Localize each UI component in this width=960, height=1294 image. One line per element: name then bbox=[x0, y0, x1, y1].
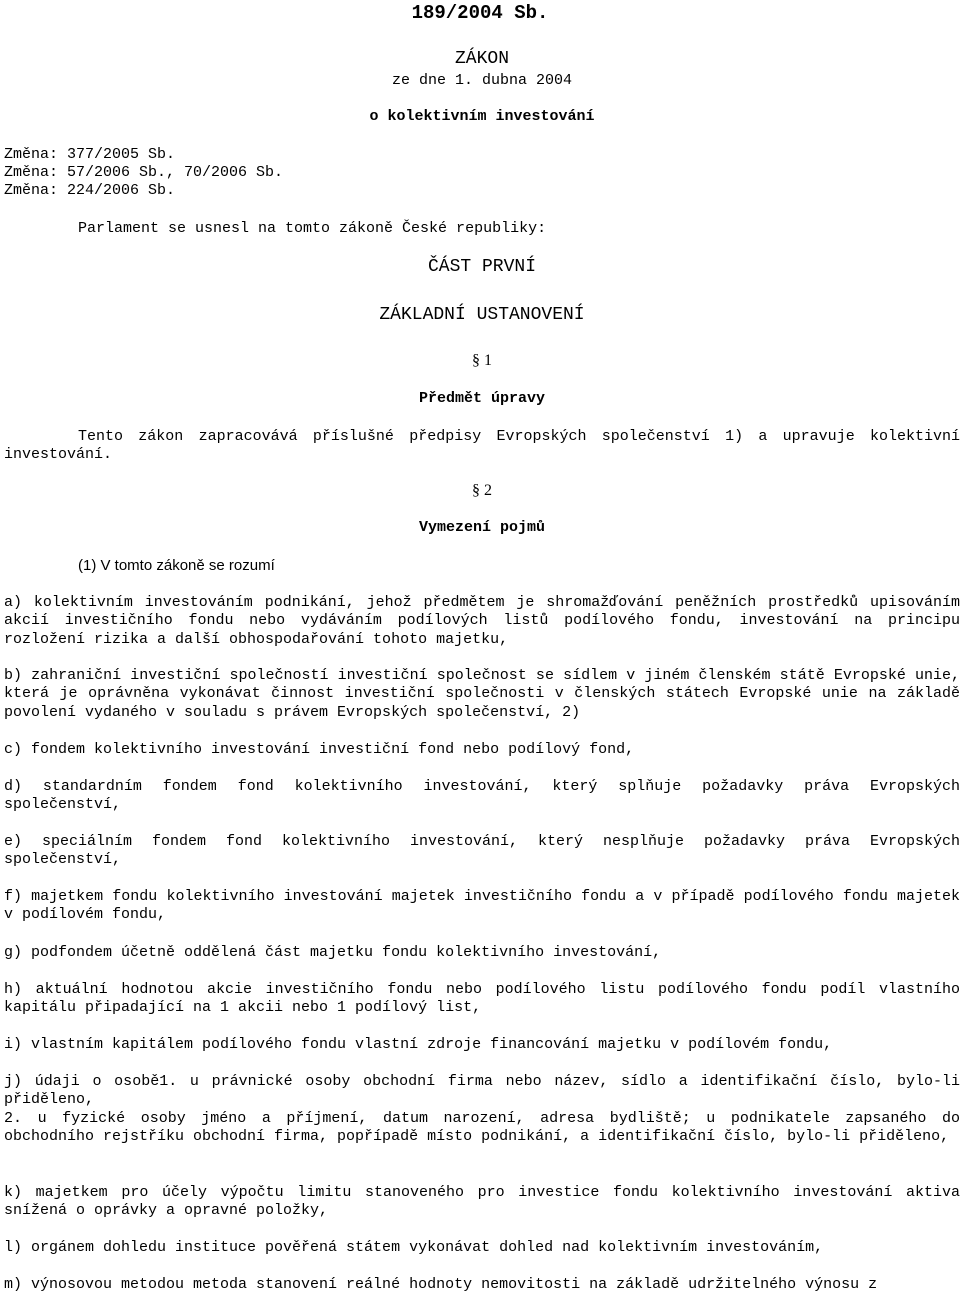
definition-item: f) majetkem fondu kolektivního investování majetek investičního fondu a v případě podílového fondu majetek v podílovém fondu, bbox=[4, 888, 960, 924]
law-type: ZÁKON bbox=[454, 49, 509, 69]
part-subtitle: ZÁKLADNÍ USTANOVENÍ bbox=[379, 305, 585, 325]
definition-item: b) zahraniční investiční společností investiční společnost se sídlem v jiném členském státě Evropské unie, která je oprávněna vykonávat činnost investiční společnosti v členských státech Evropské unie na základě povolení vydaného v souladu s právem Evropských společenství, 2) bbox=[4, 667, 960, 721]
preamble: Parlament se usnesl na tomto zákoně České republiky: bbox=[78, 220, 547, 237]
section-intro: (1) V tomto zákoně se rozumí bbox=[78, 557, 275, 574]
law-number: 189/2004 Sb. bbox=[411, 2, 549, 24]
definition-item: a) kolektivním investováním podnikání, jehož předmětem je shromažďování peněžních prostředků upisováním akcií investičního fondu nebo vydáváním podílových listů podílového fondu, investování na principu rozložení rizika a další obhospodařování tohoto majetku, bbox=[4, 594, 960, 648]
law-date: ze dne 1. dubna 2004 bbox=[391, 72, 573, 89]
amendment-line: Změna: 224/2006 Sb. bbox=[4, 182, 176, 199]
definition-item: d) standardním fondem fond kolektivního investování, který splňuje požadavky práva Evropských společenství, bbox=[4, 778, 960, 814]
section-title: Vymezení pojmů bbox=[418, 519, 546, 536]
section-title: Předmět úpravy bbox=[418, 390, 546, 407]
definition-item: h) aktuální hodnotou akcie investičního fondu nebo podílového listu podílového fondu podíl vlastního kapitálu připadající na 1 akcii nebo 1 podílový list, bbox=[4, 981, 960, 1017]
section-text: Tento zákon zapracovává příslušné předpisy Evropských společenství 1) a upravuje kolektivní investování. bbox=[4, 428, 960, 464]
amendment-line: Změna: 377/2005 Sb. bbox=[4, 146, 176, 163]
part-title: ČÁST PRVNÍ bbox=[427, 257, 537, 277]
definition-item: g) podfondem účetně oddělená část majetku fondu kolektivního investování, bbox=[4, 944, 662, 961]
section-sign: § 1 bbox=[472, 352, 492, 369]
definition-item: c) fondem kolektivního investování investiční fond nebo podílový fond, bbox=[4, 741, 635, 758]
definition-item: m) výnosovou metodou metoda stanovení reálné hodnoty nemovitosti na základě udržitelného výnosu z bbox=[4, 1276, 878, 1293]
definition-item: i) vlastním kapitálem podílového fondu vlastní zdroje financování majetku v podílovém fondu, bbox=[4, 1036, 833, 1053]
definition-item: l) orgánem dohledu instituce pověřená státem vykonávat dohled nad kolektivním investováním, bbox=[4, 1239, 824, 1256]
definition-item: k) majetkem pro účely výpočtu limitu stanoveného pro investice fondu kolektivního investování aktiva snížená o oprávky a opravné položky, bbox=[4, 1184, 960, 1220]
amendment-line: Změna: 57/2006 Sb., 70/2006 Sb. bbox=[4, 164, 284, 181]
definition-item: e) speciálním fondem fond kolektivního investování, který nesplňuje požadavky práva Evropských společenství, bbox=[4, 833, 960, 869]
law-subject: o kolektivním investování bbox=[369, 108, 595, 125]
definition-item: 2. u fyzické osoby jméno a příjmení, datum narození, adresa bydliště; u podnikatele zapsaného do obchodního rejstříku obchodní firma, popřípadě místo podnikání, a identifikační číslo, bylo-li přiděleno, bbox=[4, 1110, 960, 1146]
section-sign: § 2 bbox=[472, 482, 492, 499]
definition-item: j) údaji o osobě1. u právnické osoby obchodní firma nebo název, sídlo a identifikační číslo, bylo-li přiděleno, bbox=[4, 1073, 960, 1109]
